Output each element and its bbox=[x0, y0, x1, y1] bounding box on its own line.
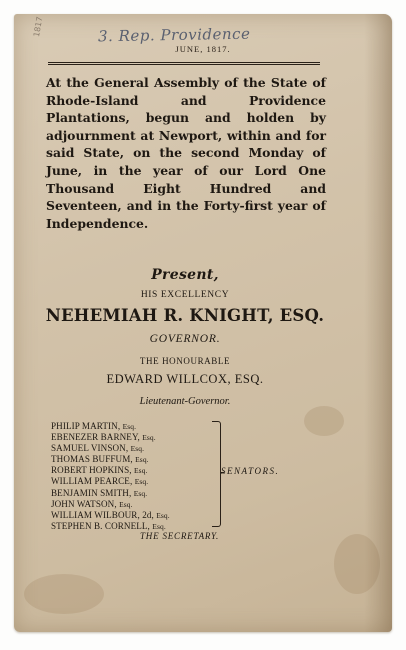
senator-entry bbox=[51, 432, 213, 443]
senators-label: SENATORS. bbox=[221, 466, 280, 476]
senator-name: WILLIAM WILBOUR, 2d, bbox=[51, 509, 154, 520]
senator-name: BENJAMIN SMITH, bbox=[51, 487, 132, 498]
governor-title: GOVERNOR. bbox=[149, 333, 221, 345]
senator-suffix: Esq. bbox=[122, 422, 137, 431]
secretary-heading: THE SECRETARY. bbox=[140, 531, 220, 541]
senators-brace bbox=[212, 421, 221, 527]
senator-suffix: Esq. bbox=[133, 488, 148, 498]
excellency-label: HIS EXCELLENCY bbox=[140, 290, 230, 300]
water-stain bbox=[24, 574, 104, 614]
date-line: JUNE, 1817. bbox=[175, 44, 231, 54]
water-stain bbox=[334, 534, 380, 594]
senator-suffix: Esq. bbox=[134, 466, 148, 476]
senators-list bbox=[51, 421, 213, 532]
lieutenant-governor-name: EDWARD WILLCOX, ESQ. bbox=[106, 372, 264, 386]
handwritten-note: 3. Rep. Providence bbox=[97, 24, 251, 46]
senator-suffix: Esq. bbox=[134, 477, 149, 487]
preamble-text: At the General Assembly of the State of Rhode-Island and Providence Plantations, begun and holden by adjournment at Newport, within and for said State, on the second Monday of June, in the year of our Lord One Thousand Eight Hundred and Seventeen, and in the Forty-first year of Independence. bbox=[46, 75, 326, 231]
senator-suffix: Esq. bbox=[135, 455, 149, 465]
senator-entry bbox=[51, 488, 213, 499]
senator-entry bbox=[51, 454, 213, 465]
senator-name: JOHN WATSON, bbox=[51, 498, 117, 509]
senator-name: ROBERT HOPKINS, bbox=[51, 465, 132, 476]
top-rule bbox=[48, 62, 320, 65]
present-heading: Present, bbox=[151, 267, 219, 283]
senator-name: SAMUEL VINSON, bbox=[51, 443, 129, 454]
senator-suffix: Esq. bbox=[130, 444, 145, 454]
senator-suffix: Esq. bbox=[142, 433, 156, 443]
senator-entry bbox=[51, 443, 213, 454]
senator-suffix: Esq. bbox=[152, 521, 166, 531]
senator-entry bbox=[51, 476, 213, 487]
senator-suffix: Esq. bbox=[156, 510, 170, 520]
senator-name: STEPHEN B. CORNELL, bbox=[51, 520, 150, 531]
senator-name: THOMAS BUFFUM, bbox=[51, 454, 133, 465]
senator-entry bbox=[51, 499, 213, 510]
senator-entry bbox=[51, 465, 213, 476]
senator-suffix: Esq. bbox=[119, 499, 133, 509]
lieutenant-governor-title: Lieutenant-Governor. bbox=[139, 396, 231, 407]
water-stain bbox=[304, 406, 344, 436]
senator-entry bbox=[51, 510, 213, 521]
pencil-note: 1817 bbox=[32, 15, 45, 38]
senator-name: EBENEZER BARNEY, bbox=[51, 432, 140, 443]
senator-name: PHILIP MARTIN, bbox=[51, 421, 121, 431]
governor-name: NEHEMIAH R. KNIGHT, ESQ. bbox=[45, 306, 325, 325]
senator-entry bbox=[51, 421, 213, 432]
senator-name: WILLIAM PEARCE, bbox=[51, 476, 133, 487]
honourable-label: THE HONOURABLE bbox=[139, 356, 231, 366]
